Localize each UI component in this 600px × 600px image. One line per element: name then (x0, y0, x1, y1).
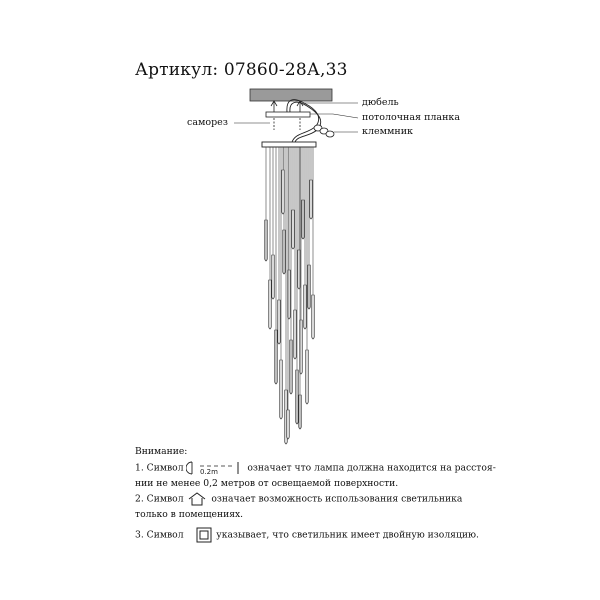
crystal-rod (283, 230, 286, 274)
note-2-prefix: 2. Символ (135, 493, 184, 505)
distance-symbol-icon (186, 460, 244, 476)
indoor-house-icon (186, 491, 208, 507)
screw-label: саморез (187, 117, 228, 128)
ceiling-slab (250, 89, 332, 101)
article-title: Артикул: 07860-28А,33 (135, 60, 348, 80)
note-3-prefix: 3. Символ (135, 529, 184, 541)
crystal-rod (296, 370, 299, 424)
crystal-rod (272, 255, 275, 299)
crystal-rod (269, 280, 272, 329)
crystal-rod (282, 170, 285, 214)
note-2 (135, 491, 475, 507)
pendant-rods (265, 147, 315, 444)
note-1-text: означает что лампа должна находится на расстоя- (247, 462, 496, 474)
crystal-rod (294, 310, 297, 359)
crystal-rod (306, 350, 309, 404)
crystal-rod (292, 210, 295, 249)
terminal-label: клеммник (362, 126, 413, 137)
crystal-rod (275, 330, 278, 384)
notes-heading: Внимание: (135, 446, 188, 457)
note-1-continued: нии не менее 0,2 метров от освещаемой поверхности. (135, 477, 399, 489)
crystal-rod (302, 200, 305, 239)
crystal-rod (312, 295, 315, 339)
distance-symbol-text: 0.2m (200, 467, 219, 476)
crystal-rod (308, 265, 311, 309)
note-3 (135, 527, 479, 543)
note-3-text: указывает, что светильник имеет двойную изоляцию. (216, 529, 479, 541)
note-1 (135, 460, 496, 476)
ceiling-plate (266, 112, 310, 117)
note-2-continued: только в помещениях. (135, 509, 244, 521)
crystal-rod (290, 340, 293, 394)
dowel-label: дюбель (362, 97, 399, 108)
crystal-rod (299, 395, 302, 429)
note-2-text: означает возможность использования светильника (211, 493, 463, 505)
notes-section (135, 444, 496, 543)
crystal-rod (265, 220, 268, 261)
note-1-prefix: 1. Символ (135, 462, 184, 474)
crystal-rod (304, 285, 307, 329)
canopy (262, 142, 316, 147)
crystal-rod (287, 410, 290, 439)
double-insulation-icon (195, 527, 213, 543)
crystal-rod (278, 300, 281, 344)
terminal-block-icon (314, 125, 334, 137)
crystal-rod (280, 360, 283, 419)
ceiling-plate-label: потолочная планка (362, 112, 461, 123)
crystal-rod (310, 180, 313, 219)
